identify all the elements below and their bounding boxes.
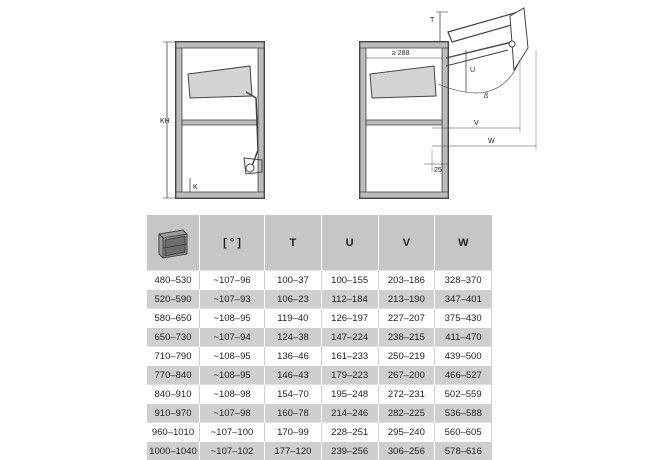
table-cell-v: 267–200	[378, 366, 435, 385]
table-cell-v: 250–219	[378, 347, 435, 366]
label-k: K	[193, 184, 198, 191]
table-cell-v: 203–186	[378, 271, 435, 290]
table-cell-t: 170–99	[265, 423, 322, 442]
table-cell-angle: ~107–93	[200, 290, 265, 309]
label-t: T	[430, 17, 435, 24]
table-header-thumb	[147, 215, 200, 271]
cabinet-thumbnail-icon	[153, 224, 193, 262]
table-cell-angle: ~107–102	[200, 442, 265, 460]
spec-table	[147, 215, 492, 460]
table-cell-u: 179–223	[321, 366, 378, 385]
table-cell-v: 227–207	[378, 309, 435, 328]
table-cell-w: 328–370	[435, 271, 492, 290]
table-cell-angle: ~108–95	[200, 309, 265, 328]
table-cell-angle: ~108–95	[200, 347, 265, 366]
table-cell-w: 466–527	[435, 366, 492, 385]
table-cell-v: 282–225	[378, 404, 435, 423]
table-row	[147, 328, 492, 347]
label-v: V	[474, 120, 479, 127]
table-cell-u: 214–246	[321, 404, 378, 423]
table-cell-kh: 840–910	[147, 385, 200, 404]
table-cell-v: 295–240	[378, 423, 435, 442]
table-cell-v: 213–190	[378, 290, 435, 309]
table-cell-t: 154–70	[265, 385, 322, 404]
table-cell-u: 161–233	[321, 347, 378, 366]
table-cell-kh: 580–650	[147, 309, 200, 328]
table-cell-u: 100–155	[321, 271, 378, 290]
table-cell-w: 411–470	[435, 328, 492, 347]
table-cell-w: 375–430	[435, 309, 492, 328]
table-header-u: U	[321, 215, 378, 271]
table-cell-u: 195–248	[321, 385, 378, 404]
table-row	[147, 385, 492, 404]
label-25: 25	[434, 167, 442, 174]
label-min-288: ≥ 288	[392, 50, 410, 57]
table-row	[147, 423, 492, 442]
table-row	[147, 366, 492, 385]
table-row	[147, 442, 492, 460]
table-header-t: T	[265, 215, 322, 271]
table-row	[147, 271, 492, 290]
table-cell-kh: 710–790	[147, 347, 200, 366]
table-header-row	[147, 215, 492, 271]
table-cell-kh: 520–590	[147, 290, 200, 309]
technical-drawing	[0, 0, 660, 215]
table-row	[147, 290, 492, 309]
table-cell-w: 347–401	[435, 290, 492, 309]
table-cell-angle: ~107–98	[200, 404, 265, 423]
table-cell-kh: 1000–1040	[147, 442, 200, 460]
table-cell-t: 146–43	[265, 366, 322, 385]
table-cell-u: 228–251	[321, 423, 378, 442]
label-kh: KH	[160, 118, 170, 125]
table-body	[147, 271, 492, 460]
table-cell-kh: 480–530	[147, 271, 200, 290]
table-cell-t: 136–46	[265, 347, 322, 366]
table-cell-w: 536–588	[435, 404, 492, 423]
table-cell-u: 147–224	[321, 328, 378, 347]
table-cell-angle: ~107–96	[200, 271, 265, 290]
table-cell-kh: 770–840	[147, 366, 200, 385]
table-row	[147, 347, 492, 366]
table-cell-u: 126–197	[321, 309, 378, 328]
table-cell-w: 439–500	[435, 347, 492, 366]
table-header-w: W	[435, 215, 492, 271]
table-header-angle: [ ° ]	[200, 215, 265, 271]
table-cell-angle: ~108–98	[200, 385, 265, 404]
table-cell-u: 112–184	[321, 290, 378, 309]
table-cell-kh: 650–730	[147, 328, 200, 347]
left-cabinet	[160, 42, 264, 198]
table-cell-t: 106–23	[265, 290, 322, 309]
table-cell-u: 239–256	[321, 442, 378, 460]
table-cell-t: 124–38	[265, 328, 322, 347]
table-row	[147, 404, 492, 423]
table-cell-kh: 960–1010	[147, 423, 200, 442]
table-cell-w: 502–559	[435, 385, 492, 404]
table-cell-kh: 910–970	[147, 404, 200, 423]
label-u: U	[470, 67, 475, 74]
table-cell-angle: ~107–100	[200, 423, 265, 442]
table-cell-v: 272–231	[378, 385, 435, 404]
table-header-v: V	[378, 215, 435, 271]
table-cell-t: 119–40	[265, 309, 322, 328]
right-cabinet	[360, 8, 536, 198]
table-cell-t: 100–37	[265, 271, 322, 290]
table-cell-t: 160–78	[265, 404, 322, 423]
table-cell-w: 578–616	[435, 442, 492, 460]
label-w: W	[488, 138, 495, 145]
table-cell-v: 306–256	[378, 442, 435, 460]
label-angle: ß	[484, 93, 488, 100]
table-cell-v: 238–215	[378, 328, 435, 347]
table-cell-t: 177–120	[265, 442, 322, 460]
table-row	[147, 309, 492, 328]
table-cell-angle: ~108–95	[200, 366, 265, 385]
table-cell-angle: ~107–94	[200, 328, 265, 347]
table-cell-w: 560–605	[435, 423, 492, 442]
